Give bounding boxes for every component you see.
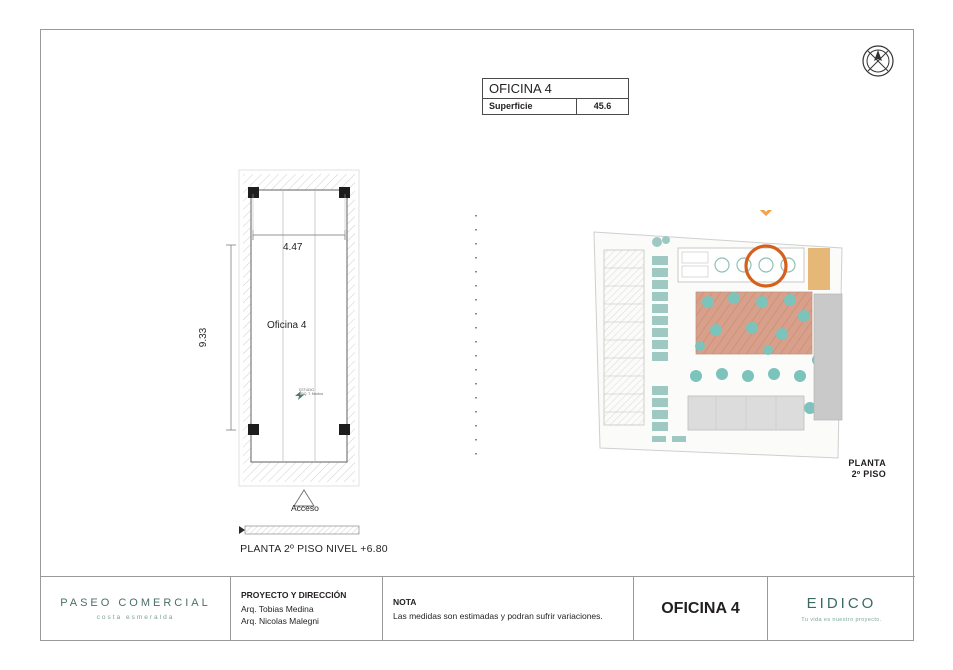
stamp-line-1: ESTUDIO (299, 388, 315, 392)
key-plan-drawing (556, 210, 876, 490)
architect-stamp (299, 388, 323, 397)
developer-name: EIDICO (806, 594, 877, 612)
project-architect-2: Arq. Nicolas Malegni (241, 616, 319, 626)
note-text: Las medidas son estimadas y podran sufrir variaciones. (393, 610, 603, 621)
title-block (41, 576, 915, 640)
project-credits (231, 577, 383, 640)
key-plan-caption (796, 458, 886, 481)
dimension-height-label: 9.33 (198, 327, 210, 348)
key-plan-svg (556, 210, 876, 490)
unit-name: OFICINA 4 (661, 599, 740, 617)
area-summary-block (482, 78, 629, 115)
access-label: Acceso (291, 503, 319, 513)
key-plan-caption-line2: 2º PISO (851, 469, 886, 480)
floor-plan-drawing (199, 160, 429, 580)
developer-tagline: Tu vida es nuestro proyecto. (801, 616, 882, 623)
unit-name-block (634, 577, 768, 640)
note-block (383, 577, 634, 640)
floor-plan-caption: PLANTA 2º PISO NIVEL +6.80 (240, 543, 388, 555)
area-label: Superficie (483, 99, 577, 114)
project-brand-subtitle: costa esmeralda (96, 613, 175, 621)
drawing-sheet (40, 29, 914, 641)
project-logo (41, 577, 231, 640)
north-arrow-icon (861, 44, 895, 78)
key-plan-caption-line1: PLANTA (848, 458, 886, 468)
area-block-row (483, 99, 628, 114)
stamp-line-2: ARQ. T. Medina (299, 392, 323, 397)
project-architect-1: Arq. Tobias Medina (241, 603, 314, 614)
area-value: 45.6 (593, 101, 612, 111)
note-heading: NOTA (393, 596, 417, 607)
project-credits-heading: PROYECTO Y DIRECCIÓN (241, 589, 347, 600)
area-block-title: OFICINA 4 (483, 79, 628, 99)
room-label: Oficina 4 (267, 320, 307, 331)
dimension-width-label: 4.47 (283, 242, 303, 253)
developer-logo (768, 577, 915, 640)
floor-plan-svg (199, 160, 429, 580)
project-brand-name: PASEO COMERCIAL (60, 596, 211, 609)
dotted-divider (475, 215, 477, 455)
